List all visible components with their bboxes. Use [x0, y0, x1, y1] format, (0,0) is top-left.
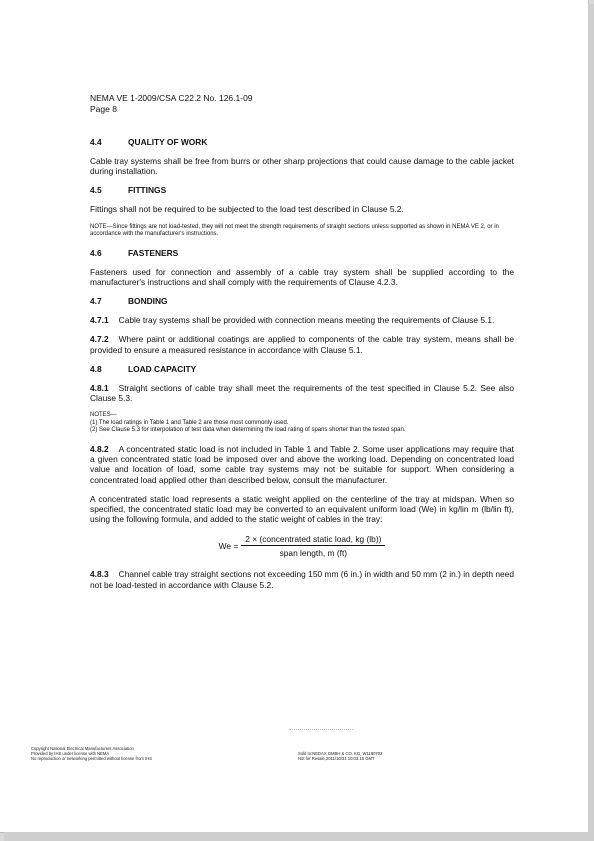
clause-text: Cable tray systems shall be provided with connection means meeting the requirements of Clause 5.1. [118, 315, 495, 326]
clause-number: 4.8.3 [90, 569, 109, 580]
clause-number: 4.8.2 [90, 444, 109, 454]
paragraph-4-7-2 [90, 334, 514, 354]
heading-title: FASTENERS [128, 247, 179, 258]
heading-number: 4.5 [90, 185, 102, 196]
heading-number: 4.8 [90, 363, 102, 374]
heading-4-8 [90, 364, 514, 374]
footer-line: Copyright National Electrical Manufacturers Association [31, 746, 134, 751]
heading-4-7 [90, 296, 514, 306]
notes [90, 412, 514, 435]
heading-title: FITTINGS [128, 185, 167, 196]
heading-title: LOAD CAPACITY [128, 363, 197, 374]
clause-number: 4.7.2 [90, 334, 109, 345]
heading-number: 4.4 [90, 137, 102, 147]
formula-denominator: span length, m (ft) [279, 548, 348, 559]
footer-line: Provided by IHS under license with NEMA [31, 751, 110, 756]
note-item: (2) See Clause 5.3 for interpolation of test data when determining the load rating of spans shorter than the tested span. [90, 427, 406, 434]
formula-numerator: 2 × (concentrated static load, kg (lb)) [241, 534, 385, 546]
heading-4-5 [90, 185, 514, 195]
note: NOTE—Since fittings are not load-tested, they will not meet the strength requirements of straight sections unless supported as shown in NEMA VE 2, or in accordance with the manufacturer's instructions. [90, 223, 499, 238]
clause-number: 4.7.1 [90, 315, 109, 326]
paragraph: A concentrated static load represents a static weight applied on the centerline of the tray at midspan. When so specified, the concentrated static load may be converted to an equivalent uniform load (We) in kg/lin m (lb/lin ft), using the following formula, and added to the static weight of cables in the tray: [90, 493, 514, 525]
paragraph-4-8-3 [90, 569, 514, 589]
page-shadow [588, 4, 594, 841]
note-item: (1) The load ratings in Table 1 and Table 2 are those most commonly used. [90, 419, 289, 426]
footer-line: Not for Resale,2011/10/31 10:03:15 GMT [298, 756, 375, 761]
paragraph: Fasteners used for connection and assembly of a cable tray system shall be supplied according to the manufacturer's instructions and shall comply with the requirements of Clause 4.2.3. [90, 266, 514, 287]
footer-line: Sold to:NEDAX GMBH & CO. KG, W1180702 [298, 751, 383, 756]
clause-text: Channel cable tray straight sections not exceeding 150 mm (6 in.) in width and 50 mm (2 in.) in depth need not be load-tested in accordance with Clause 5.2. [90, 569, 514, 590]
clause-text: Where paint or additional coatings are applied to components of the cable tray system, means shall be provided to ensure a measured resistance in accordance with Clause 5.1. [90, 334, 514, 355]
heading-title: BONDING [128, 296, 168, 307]
page-shadow [4, 832, 594, 841]
footer-copyright [31, 746, 152, 761]
notes-title: NOTES— [90, 412, 117, 419]
divider [289, 729, 353, 733]
paragraph-4-8-1 [90, 383, 514, 403]
heading-number: 4.7 [90, 296, 102, 307]
formula-lhs: We = [218, 541, 239, 552]
document-body [90, 137, 514, 599]
formula [90, 533, 514, 559]
clause-text: Straight sections of cable tray shall meet the requirements of the test specified in Clause 5.2. See also Clause 5.3. [90, 382, 514, 404]
heading-4-4 [90, 137, 514, 147]
clause-number: 4.8.1 [90, 382, 109, 393]
paragraph: Fittings shall not be required to be subjected to the load test described in Clause 5.2. [90, 204, 404, 215]
page-number: Page 8 [90, 104, 117, 114]
formula-fraction [241, 534, 385, 558]
clause-text: A concentrated static load is not included in Table 1 and Table 2. Some user applications may require that a given concentrated static load be imposed over and above the working load. Depending on concentrated load value and location of load, some cable tray systems may not be suitable for support. When considering a concentrated load applied other than described below, consult the manufacturer. [90, 444, 514, 485]
footer-line: No reproduction or networking permitted without license from IHS [31, 756, 153, 761]
paragraph-4-8-2 [90, 444, 514, 485]
footer-license [298, 751, 382, 761]
heading-number: 4.6 [90, 247, 102, 258]
heading-title: QUALITY OF WORK [128, 137, 208, 147]
page-header [90, 93, 253, 115]
paragraph: Cable tray systems shall be free from burrs or other sharp projections that could cause damage to the cable jacket during installation. [90, 156, 514, 177]
standard-id: NEMA VE 1-2009/CSA C22.2 No. 126.1-09 [90, 93, 253, 103]
heading-4-6 [90, 248, 514, 258]
paragraph-4-7-1 [90, 315, 514, 325]
